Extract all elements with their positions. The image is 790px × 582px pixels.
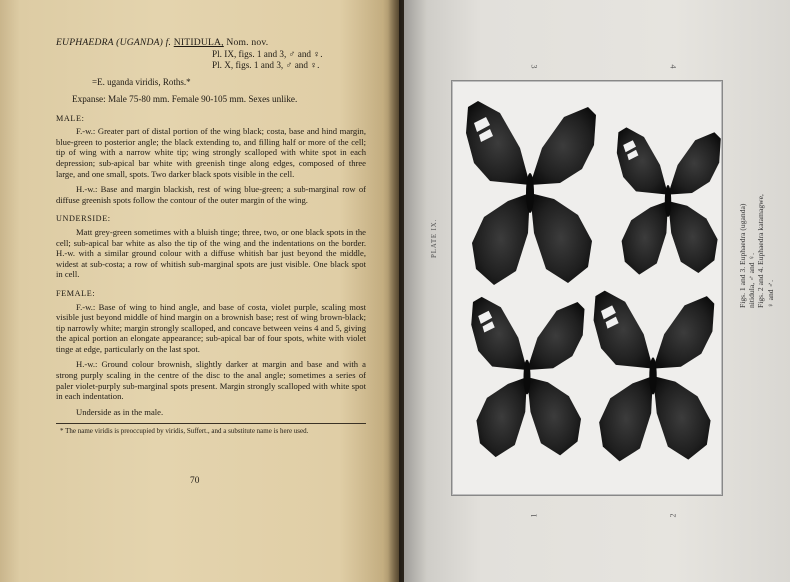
caption-line: Figs. 2 and 4. Euphaedra katamagwe, ♀ and ♂. <box>756 194 775 308</box>
species-name: NITIDULA, <box>173 37 224 48</box>
right-page <box>404 0 790 582</box>
butterfly-fig-3 <box>466 101 596 285</box>
paragraph: Underside as in the male. <box>76 406 164 417</box>
species-genus: EUPHAEDRA (UGANDA) f. <box>56 37 172 48</box>
butterfly-fig-4 <box>617 127 721 274</box>
figure-number: 4 <box>668 64 678 69</box>
butterfly-fig-2 <box>594 291 715 462</box>
synonym-line: =E. uganda viridis, Roths.* <box>92 77 191 88</box>
footnote: * The name viridis is preoccupied by viridis, Suffert., and a substitute name is here used. <box>60 427 309 436</box>
section-heading-female: FEMALE: <box>56 288 96 298</box>
paragraph: F.-w.: Base of wing to hind angle, and base of costa, violet purple, scaling most visible just beyond middle of hind margin on a brownish base; rest of wing brown-black; tip narrowly white; margin strongly scalloped, and concave between veins 4 and 5, giving the apical portion an elongate appearance; sub-apical bar of four spots, white with violet tinge at edge, particularly on the last spot. <box>56 301 366 354</box>
plate-caption <box>738 188 775 308</box>
paragraph: H.-w.: Ground colour brownish, slightly darker at margin and base and with a strong purply scaling in the centre of the disc to the anal angle; sometimes a series of paler violet-purply sub-marginal spots present. Margin strongly scalloped with white spot in each indentation. <box>56 359 366 402</box>
page-number: 70 <box>190 476 200 486</box>
paragraph: H.-w.: Base and margin blackish, rest of wing blue-green; a sub-marginal row of diffuse greenish spots follow the contour of the outer margin of the wing. <box>56 184 366 205</box>
butterfly-plate-illustration <box>452 81 724 497</box>
paragraph: F.-w.: Greater part of distal portion of the wing black; costa, base and hind margin, blue-green to posterior angle; the black extending to, and filling half or more of the cell; tip of wing with a narrow white tip; wing strongly scalloped with white spot in each depression; sub-apical bar white with greenish tinge along edges, composed of three large, and one small, spots. Two darker black spots visible in the cell. <box>56 126 366 179</box>
section-heading-underside: UNDERSIDE: <box>56 214 111 224</box>
expanse-line: Expanse: Male 75-80 mm. Female 90-105 mm. Sexes unlike. <box>72 94 298 104</box>
plate-label: PLATE IX. <box>430 218 438 258</box>
species-suffix: Nom. nov. <box>226 37 269 48</box>
species-title <box>56 38 366 49</box>
butterfly-plate-photo <box>451 80 723 496</box>
figure-number: 3 <box>529 64 539 69</box>
left-page-text <box>56 38 366 436</box>
paragraph: Matt grey-green sometimes with a bluish tinge; three, two, or one black spots in the cell; sub-apical bar white as also the tip of the wing and the indentations on the border. H.-w. with a similar ground colour with a diffuse whitish bar just beyond the middle, widest at sub-costa; a row of whitish sub-marginal spots are just visible. One black spot in cell. <box>56 226 366 280</box>
plate-reference: Pl. X, figs. 1 and 3, ♂ and ♀. <box>212 60 320 70</box>
footnote-divider <box>56 423 366 424</box>
figure-number: 1 <box>529 513 539 518</box>
plate-reference: Pl. IX, figs. 1 and 3, ♂ and ♀. <box>212 48 323 59</box>
caption-line: Figs. 1 and 3. Euphaedra (uganda) nitidula, ♂ and ♀. <box>738 203 757 308</box>
figure-number: 2 <box>668 513 678 518</box>
butterfly-fig-1 <box>471 297 584 457</box>
section-heading-male: MALE: <box>56 113 85 123</box>
